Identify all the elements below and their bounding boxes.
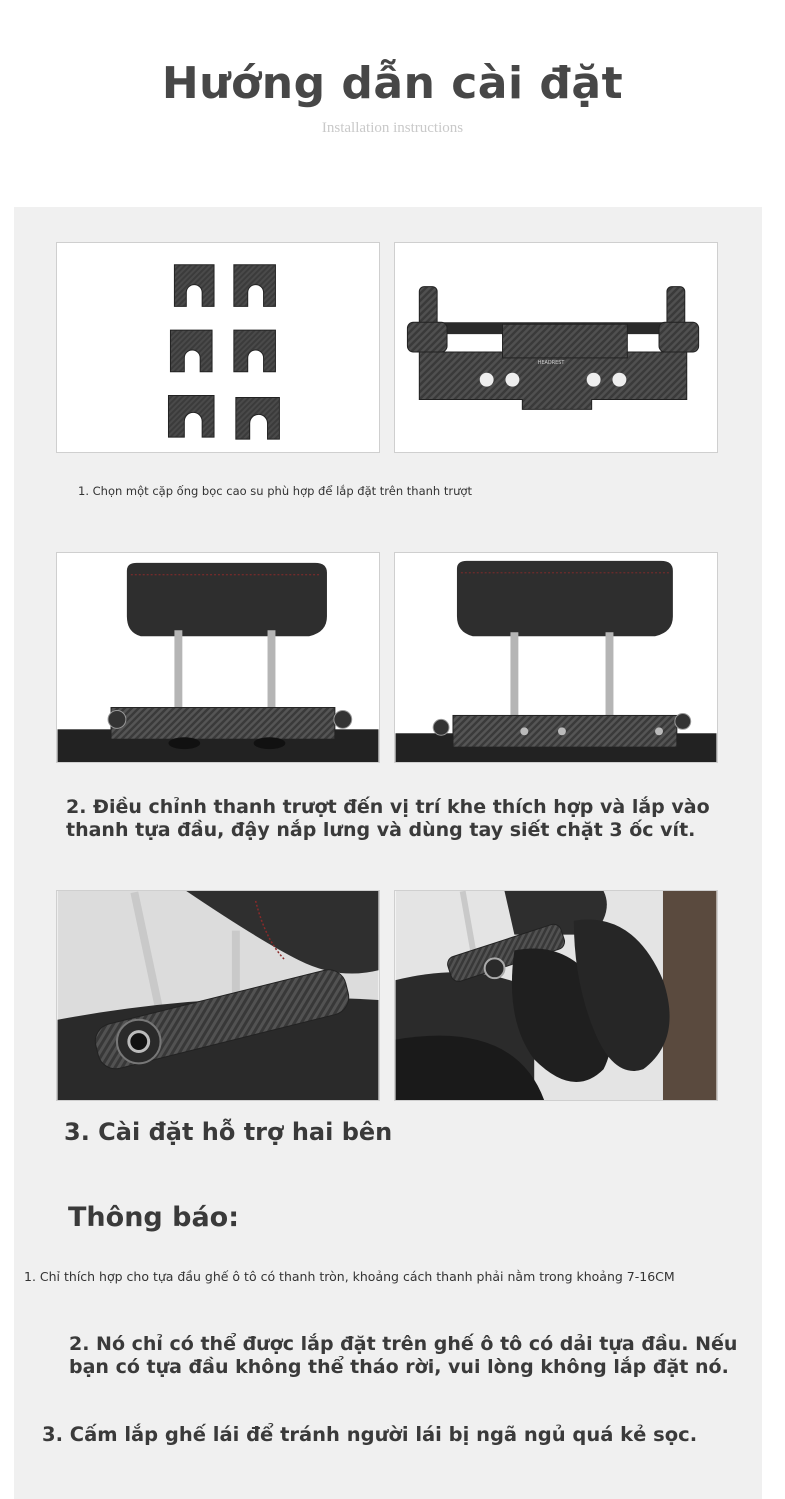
notice-heading: Thông báo: <box>68 1202 240 1233</box>
notice-item-1: 1. Chỉ thích hợp cho tựa đầu ghế ô tô có thanh tròn, khoảng cách thanh phải nằm trong khoảng 7-16CM <box>24 1269 675 1284</box>
headrest-install-back-photo <box>56 552 380 763</box>
step1-caption: 1. Chọn một cặp ống bọc cao su phù hợp để lắp đặt trên thanh trượt <box>78 484 472 498</box>
notice-item-3: 3. Cấm lắp ghế lái để tránh người lái bị ngã ngủ quá kẻ sọc. <box>42 1423 698 1446</box>
side-support-closeup-photo <box>56 890 380 1101</box>
page-title: Hướng dẫn cài đặt <box>161 58 624 109</box>
rubber-sleeves-photo <box>56 242 380 453</box>
slider-bracket-photo <box>394 242 718 453</box>
side-support-installed-photo <box>394 890 718 1101</box>
page-subtitle: Installation instructions <box>321 120 464 136</box>
notice-item-2: 2. Nó chỉ có thể được lắp đặt trên ghế ô tô có dải tựa đầu. Nếu bạn có tựa đầu không thể tháo rời, vui lòng không lắp đặt nó. <box>69 1333 738 1378</box>
headrest-install-front-photo <box>394 552 718 763</box>
step2-caption: 2. Điều chỉnh thanh trượt đến vị trí khe thích hợp và lắp vào thanh tựa đầu, đậy nắp lưng và dùng tay siết chặt 3 ốc vít. <box>66 796 710 841</box>
bracket-brand-mark: HEADREST <box>537 359 565 366</box>
step3-caption: 3. Cài đặt hỗ trợ hai bên <box>64 1118 393 1146</box>
